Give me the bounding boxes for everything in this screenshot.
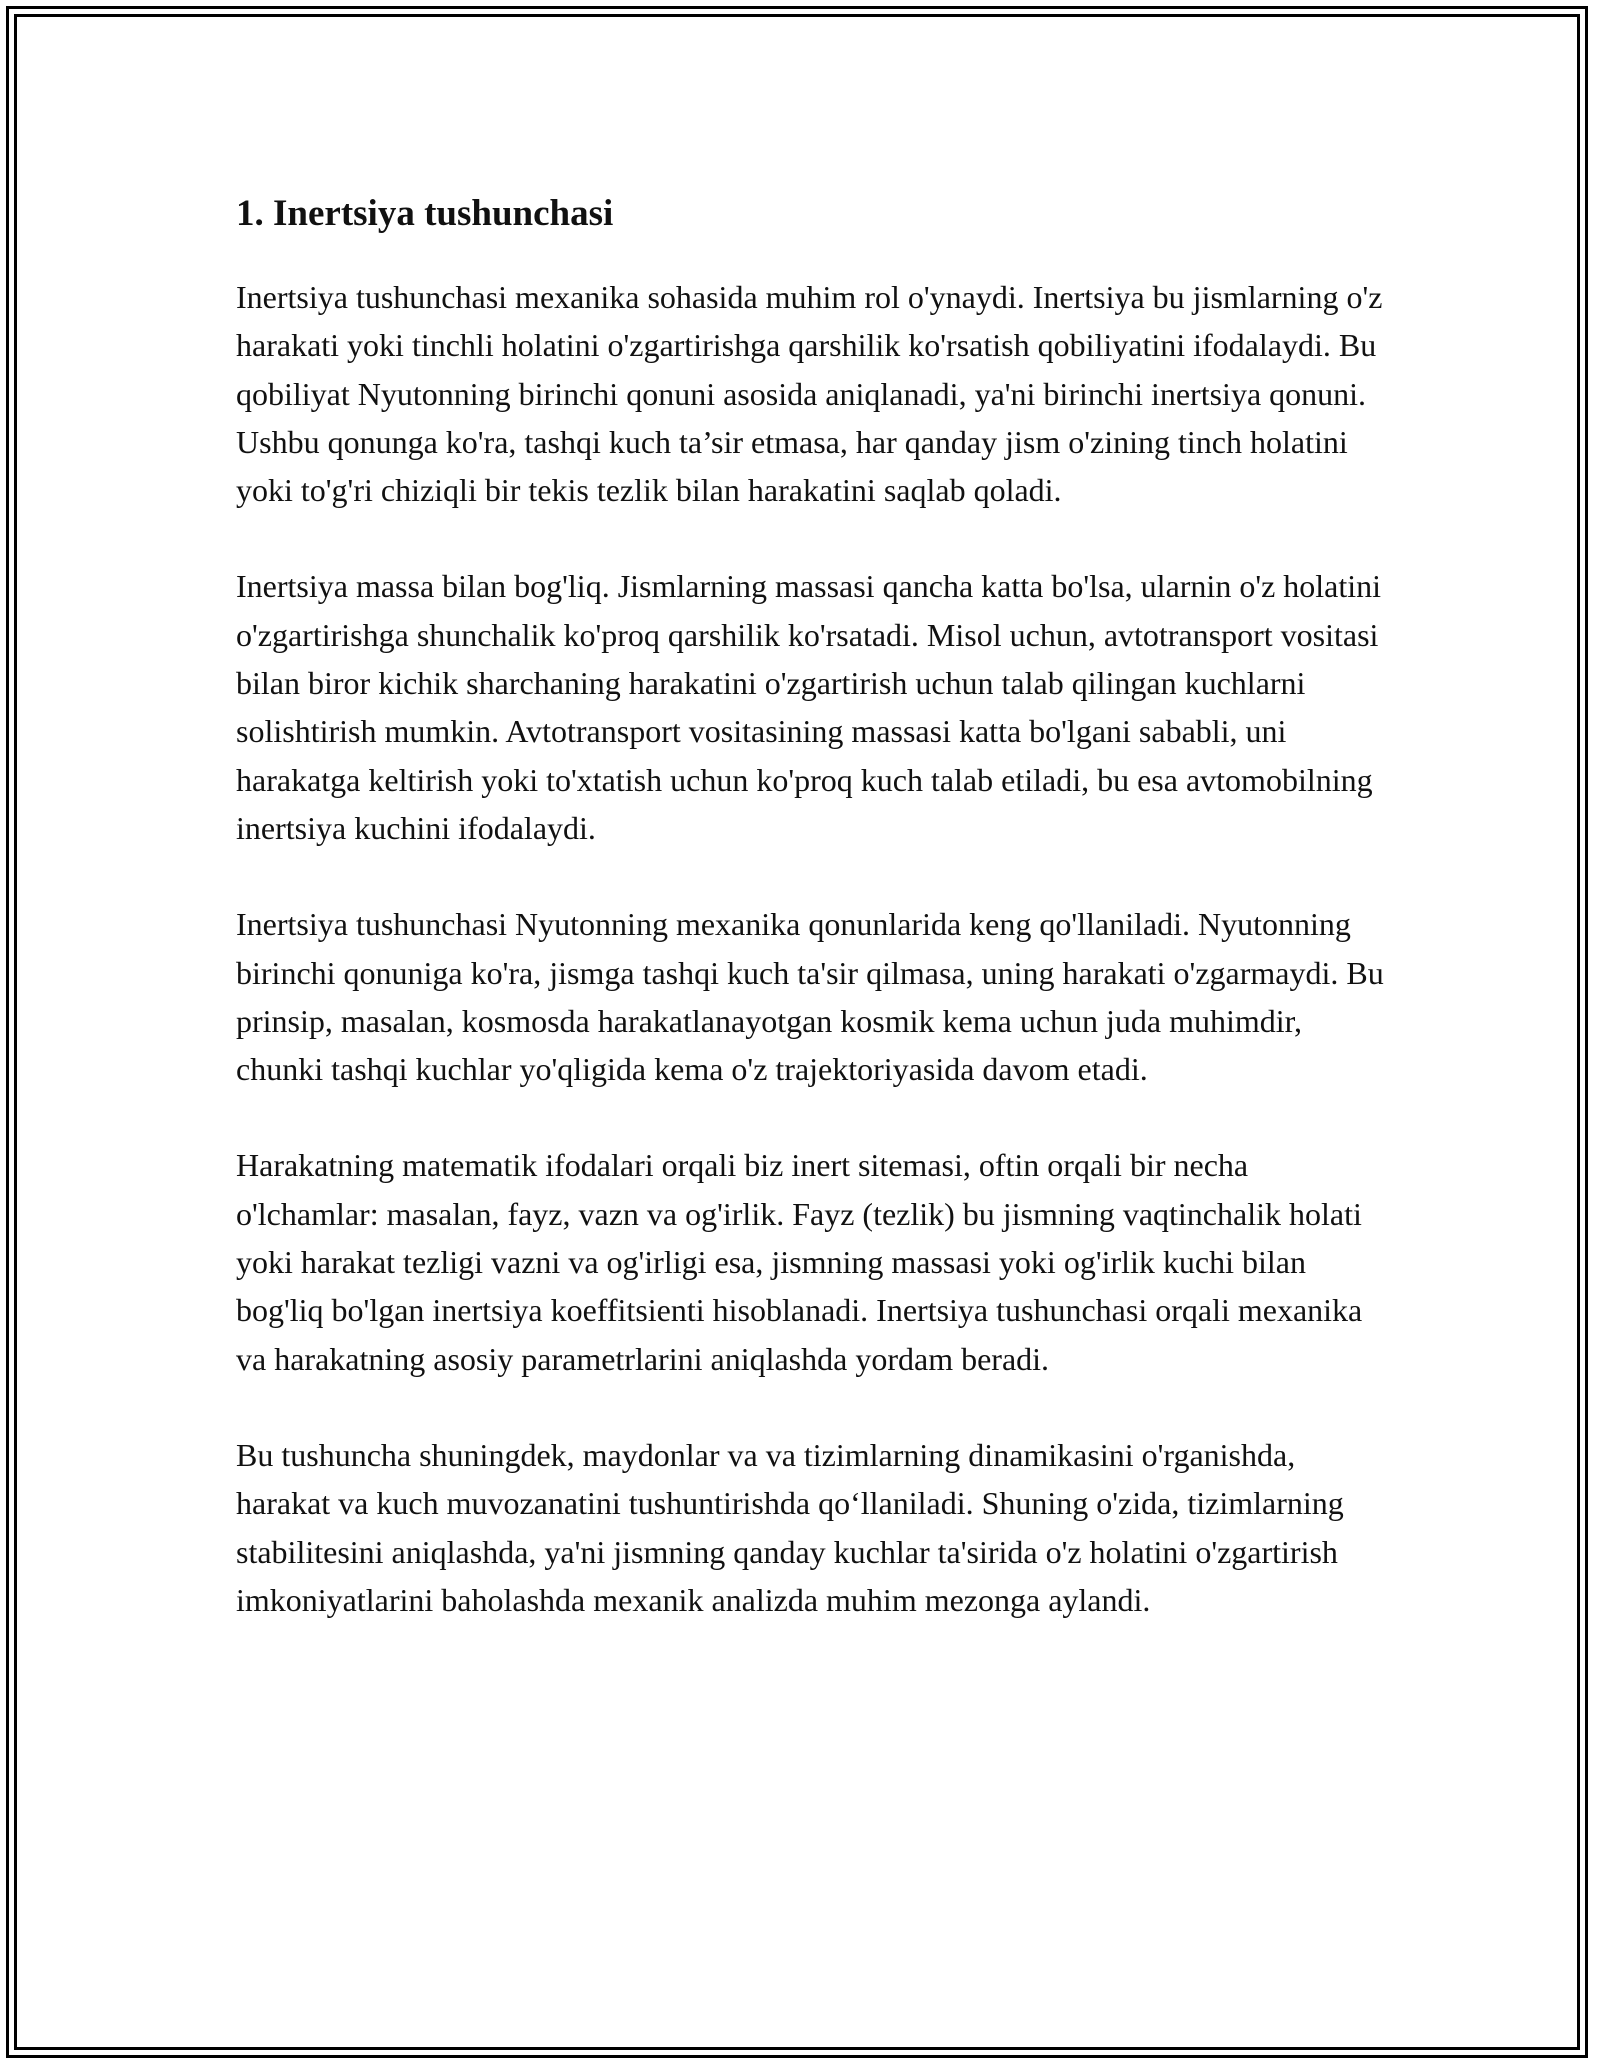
- document-body: [236, 185, 1386, 1672]
- paragraph-2: Inertsiya massa bilan bog'liq. Jismlarning massasi qancha katta bo'lsa, ularnin o'z holatini o'zgartirishga shunchalik ko'proq qarshilik ko'rsatadi. Misol uchun, avtotransport vositasi bilan biror kichik sharchaning harakatini o'zgartirish uchun talab qilingan kuchlarni solishtirish mumkin. Avtotransport vositasining massasi katta bo'lgani sababli, uni harakatga keltirish yoki to'xtatish uchun ko'proq kuch talab etiladi, bu esa avtomobilning inertsiya kuchini ifodalaydi.: [236, 568, 1382, 846]
- paragraph-1: Inertsiya tushunchasi mexanika sohasida muhim rol o'ynaydi. Inertsiya bu jismlarning o'z harakati yoki tinchli holatini o'zgartirishga qarshilik ko'rsatish qobiliyatini ifodalaydi. Bu qobiliyat Nyutonning birinchi qonuni asosida aniqlanadi, ya'ni birinchi inertsiya qonuni. Ushbu qonunga ko'ra, tashqi kuch ta’sir etmasa, har qanday jism o'zining tinch holatini yoki to'g'ri chiziqli bir tekis tezlik bilan harakatini saqlab qoladi.: [236, 279, 1383, 509]
- paragraph-4: Harakatning matematik ifodalari orqali biz inert sitemasi, oftin orqali bir necha o'lchamlar: masalan, fayz, vazn va og'irlik. Fayz (tezlik) bu jismning vaqtinchalik holati yoki harakat tezligi vazni va og'irligi esa, jismning massasi yoki og'irlik kuchi bilan bog'liq bo'lgan inertsiya koeffitsienti hisoblanadi. Inertsiya tushunchasi orqali mexanika va harakatning asosiy parametrlarini aniqlashda yordam beradi.: [236, 1147, 1363, 1377]
- section-heading: 1. Inertsiya tushunchasi: [236, 193, 614, 234]
- paragraph-5: Bu tushuncha shuningdek, maydonlar va va tizimlarning dinamikasini o'rganishda, harakat va kuch muvozanatini tushuntirishda qo‘llaniladi. Shuning o'zida, tizimlarning stabilitesini aniqlashda, ya'ni jismning qanday kuchlar ta'sirida o'z holatini o'zgartirish imkoniyatlarini baholashda mexanik analizda muhim mezonga aylandi.: [236, 1436, 1344, 1618]
- paragraph-3: Inertsiya tushunchasi Nyutonning mexanika qonunlarida keng qo'llaniladi. Nyutonning birinchi qonuniga ko'ra, jismga tashqi kuch ta'sir qilmasa, uning harakati o'zgarmaydi. Bu prinsip, masalan, kosmosda harakatlanayotgan kosmik kema uchun juda muhimdir, chunki tashqi kuchlar yo'qligida kema o'z trajektoriyasida davom etadi.: [236, 906, 1384, 1088]
